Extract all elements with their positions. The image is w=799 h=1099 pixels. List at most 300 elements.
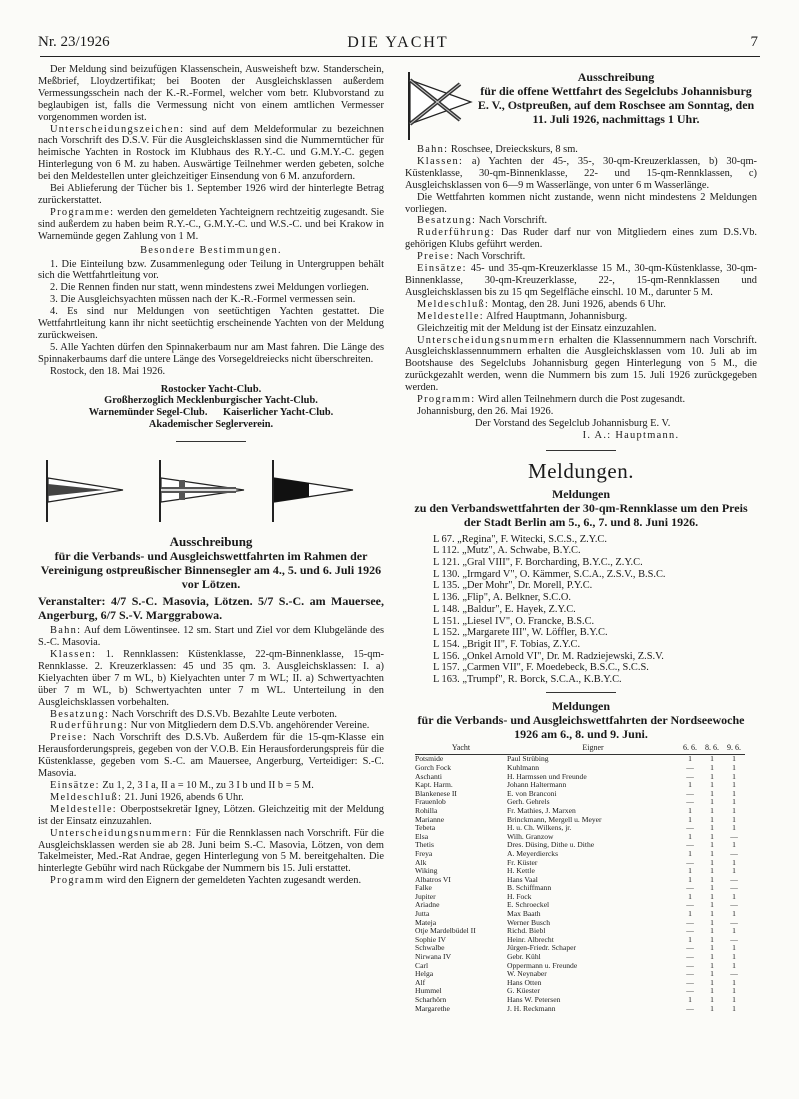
club-name: Großherzoglich Mecklenburgischer Yacht-Club.: [104, 395, 318, 407]
burgee-flag-icon: [405, 70, 475, 140]
entries-table: [415, 744, 745, 1013]
yacht-name: Elsa: [415, 831, 429, 841]
text: werden den gemeldeten Yachteignern rechtzeitig zugesandt. Sie sind außerdem zu haben beim R.Y.-C., G.M.Y.-C. und W.S.-C. und bei Krakow in Warnemünde gegen Zahlung von 1 M.: [38, 206, 384, 242]
table-row: [415, 850, 745, 859]
entry-day2: 1: [710, 831, 714, 841]
lead: Klassen:: [417, 155, 464, 167]
table-row: [415, 970, 745, 979]
lead: Meldeschluß:: [50, 791, 123, 803]
list-item: L 163. „Trumpf", R. Borck, S.C.A., K.B.Y.C.: [433, 674, 622, 686]
yacht-name: Alf: [415, 977, 426, 987]
entry-day1: —: [686, 857, 694, 867]
text: 45- und 35-qm-Kreuzerklasse 15 M., 30-qm-Küstenklasse, 30-qm-Binnenklasse, 30-qm-Kreuzerklasse, 22-, 15-qm-Rennklassen und Ausgleichsklassen bis zu 15 qm Segelfläche einschl. 10 M., darunter 5 M.: [405, 263, 757, 298]
entry-day2: 1: [710, 780, 714, 790]
yacht-name: Frauenlob: [415, 797, 446, 807]
text: Das Ruder darf nur von Mitgliedern eines zum D.S.Vb. gehörigen Klubs geführt werden.: [405, 227, 757, 251]
yacht-name: Rohilla: [415, 805, 438, 815]
table-row: [415, 755, 745, 764]
list-item: L 152. „Margarete III", W. Löffler, B.Y.C.: [433, 627, 608, 639]
entry-day2: 1: [710, 788, 714, 798]
yacht-name: Potsmide: [415, 754, 444, 764]
yacht-name: Ariadne: [415, 900, 440, 910]
list-item: L 157. „Carmen VII", F. Moedebeck, B.S.C., S.C.S.: [433, 662, 649, 674]
left-column: [38, 64, 384, 887]
journal-title: DIE YACHT: [347, 34, 449, 51]
right-column: [405, 64, 757, 1013]
entry-day3: 1: [732, 823, 736, 833]
table-row: [415, 1005, 745, 1014]
entry-day3: 1: [732, 797, 736, 807]
yacht-name: Tebeta: [415, 823, 436, 833]
table-row: [415, 996, 745, 1005]
entry-day3: 1: [732, 814, 736, 824]
paragraph: [38, 780, 384, 792]
entry-day3: 1: [732, 952, 736, 962]
entry-day2: 1: [710, 805, 714, 815]
owner-name: Wilh. Granzow: [507, 831, 554, 841]
lead: Besatzung:: [417, 215, 477, 227]
clubs-block: [38, 384, 384, 432]
yacht-name: Margarethe: [415, 1003, 450, 1013]
list-item: L 135. „Der Mohr", Dr. Morell, P.Y.C.: [433, 580, 593, 592]
entry-day1: —: [686, 969, 694, 979]
owner-name: Max Baath: [507, 909, 541, 919]
entry-day1: —: [686, 797, 694, 807]
list-item: L 130. „Irmgard V", O. Kämmer, S.C.A., Z.S.V., B.S.C.: [433, 568, 666, 580]
text: Nur von Mitgliedern dem D.S.Vb. angehörender Vereine.: [128, 720, 370, 732]
paragraph: [405, 335, 757, 395]
divider: [546, 692, 616, 693]
paragraph: [405, 215, 757, 227]
owner-name: E. Schroeckel: [507, 900, 550, 910]
entries-subtitle: für die Verbands- und Ausgleichswettfahrten der Nordseewoche 1926 am 6., 8. und 9. Juni.: [417, 712, 745, 741]
owner-name: Richd. Biebl: [507, 926, 546, 936]
entry-day2: 1: [710, 952, 714, 962]
entry-day3: 1: [732, 805, 736, 815]
paragraph: [38, 709, 384, 721]
column-header-day3: 9. 6.: [723, 744, 745, 755]
yacht-name: Sophie IV: [415, 934, 447, 944]
table-row: [415, 944, 745, 953]
entry-day3: —: [730, 969, 738, 979]
lead: Meldestelle:: [50, 803, 117, 815]
lead: Programme:: [50, 206, 115, 218]
paragraph: 5. Alle Yachten dürfen den Spinnakerbaum nur am Mast fahren. Die Länge des Spinnakerbaums darf die untere Länge des Vorsegeldreiecks nicht überschreiten.: [38, 341, 384, 365]
entry-day3: 1: [732, 943, 736, 953]
paragraph: [38, 875, 384, 887]
owner-name: H. Harmssen und Freunde: [507, 771, 587, 781]
entry-day1: —: [686, 943, 694, 953]
announcement-subtitle: für die Verbands- und Ausgleichswettfahrten im Rahmen der Vereinigung ostpreußischer Binnensegler am 4., 5. und 6. Juli 1926 vor Lötzen.: [40, 549, 382, 592]
entry-day3: —: [730, 917, 738, 927]
owner-name: Paul Strübing: [507, 754, 549, 764]
header-rule: [40, 56, 760, 57]
owner-name: Hans Otten: [507, 977, 542, 987]
paragraph: [38, 720, 384, 732]
lead: Bahn:: [417, 144, 449, 155]
table-row: [415, 953, 745, 962]
lead: Unterscheidungszeichen:: [50, 123, 185, 135]
text: Nach Vorschrift.: [454, 251, 526, 263]
table-row: [415, 876, 745, 885]
owner-name: J. H. Reckmann: [507, 1003, 556, 1013]
paragraph: Gleichzeitig mit der Meldung ist der Einsatz einzuzahlen.: [417, 322, 657, 334]
owner-name: Heinr. Albrecht: [507, 934, 554, 944]
text: Oberpostsekretär Igney, Lötzen. Gleichzeitig mit der Meldung ist der Einsatz einzuzahlen.: [38, 803, 384, 827]
entry-day3: 1: [732, 840, 736, 850]
announcement-header: [405, 70, 757, 140]
entry-day1: 1: [688, 754, 692, 764]
entry-day1: 1: [688, 891, 692, 901]
yacht-name: Gorch Fock: [415, 762, 452, 772]
announcement-subtitle: für die offene Wettfahrt des Segelclubs Johannisburg E. V., Ostpreußen, auf dem Roschsee am Sonntag, den 11. Juli 1926, nachmittags 1 Uhr.: [477, 84, 755, 126]
lead: Preise:: [417, 251, 455, 263]
yacht-name: Jupiter: [415, 891, 436, 901]
entry-day2: 1: [710, 823, 714, 833]
text: wird den Eignern der gemeldeten Yachten zugesandt werden.: [104, 875, 362, 887]
announcement-title: Ausschreibung: [169, 534, 253, 550]
entry-day2: 1: [710, 909, 714, 919]
lead: Programm:: [417, 394, 476, 406]
owner-name: Johann Haltermann: [507, 780, 567, 790]
entry-day1: —: [686, 977, 694, 987]
yacht-name: Scharhörn: [415, 995, 447, 1005]
list-item: L 67. „Regina", F. Witecki, S.C.S., Z.Y.C.: [433, 533, 607, 545]
entry-day3: 1: [732, 788, 736, 798]
entry-day1: 1: [688, 866, 692, 876]
table-row: [415, 816, 745, 825]
entry-day1: —: [686, 960, 694, 970]
lead: Meldestelle:: [417, 310, 484, 322]
table-row: [415, 910, 745, 919]
pennant-flag-icon: [43, 460, 153, 522]
entry-day1: —: [686, 952, 694, 962]
owner-name: H. Kettle: [507, 866, 535, 876]
paragraph: [405, 227, 757, 251]
column-header-day1: 6. 6.: [679, 744, 701, 755]
lead: Klassen:: [50, 649, 97, 660]
entry-day2: 1: [710, 926, 714, 936]
entry-day1: 1: [688, 814, 692, 824]
lead: Ruderführung:: [417, 227, 496, 239]
text: 1. Rennklassen: Küstenklasse, 22-qm-Binnenklasse, 15-qm-Rennklasse. 2. Kreuzerklassen: 45 und 35 qm. 3. Ausgleichsklassen: I. a) Kielyachten über 7 m WL, b) Kielyachten unter 7 m WL; II. a) Schwertyachten über 7 m WL, b) Schwertyachten unter 7 m WL. Unterteilung in den Ausgleichsklassen vorbehalten.: [38, 649, 384, 708]
paragraph: Bei Ablieferung der Tücher bis 1. September 1926 wird der hinterlegte Betrag zurückerstattet.: [38, 183, 384, 206]
yacht-name: Nirwana IV: [415, 952, 452, 962]
table-row: [415, 790, 745, 799]
paragraph: 1. Die Einteilung bzw. Zusammenlegung oder Teilung in Untergruppen behält sich die Wettfahrtleitung vor.: [38, 258, 384, 282]
list-item: L 112. „Mutz", A. Schwabe, B.Y.C.: [433, 545, 581, 557]
table-row: [415, 773, 745, 782]
entry-day2: 1: [710, 848, 714, 858]
entry-day1: 1: [688, 805, 692, 815]
paragraph: [38, 207, 384, 243]
entry-day2: 1: [710, 977, 714, 987]
entry-day3: 1: [732, 780, 736, 790]
text: Wird allen Teilnehmern durch die Post zugesandt.: [475, 394, 686, 406]
paragraph: [38, 792, 384, 804]
entry-day2: 1: [710, 917, 714, 927]
paragraph: [405, 251, 757, 263]
entry-day1: 1: [688, 995, 692, 1005]
yacht-name: Aschanti: [415, 771, 442, 781]
yacht-name: Kapt. Harm.: [415, 780, 453, 790]
lead: Ruderführung:: [50, 720, 129, 732]
dark-pennant-flag-icon: [269, 460, 379, 522]
entry-day2: 1: [710, 986, 714, 996]
yacht-name: Wiking: [415, 866, 438, 876]
entry-day1: —: [686, 926, 694, 936]
yacht-name: Marianne: [415, 814, 445, 824]
owner-name: Jürgen-Friedr. Schaper: [507, 943, 577, 953]
entry-day2: 1: [710, 934, 714, 944]
section-heading: Besondere Bestimmungen.: [140, 244, 282, 256]
entry-day1: —: [686, 900, 694, 910]
entry-day3: 1: [732, 926, 736, 936]
entry-day2: 1: [710, 883, 714, 893]
entry-day2: 1: [710, 771, 714, 781]
entry-day1: —: [686, 762, 694, 772]
yacht-name: Freya: [415, 848, 433, 858]
entry-day1: 1: [688, 934, 692, 944]
table-row: [415, 841, 745, 850]
club-name: Warnemünder Segel-Club. Kaiserlicher Yacht-Club.: [88, 407, 334, 419]
entry-day2: 1: [710, 900, 714, 910]
entry-day3: —: [730, 831, 738, 841]
entries-title: Meldungen: [551, 486, 610, 501]
entry-day3: 1: [732, 762, 736, 772]
paragraph: Die Wettfahrten kommen nicht zustande, wenn nicht mindestens 2 Meldungen vorliegen.: [405, 191, 757, 215]
lead: Unterscheidungsnummern:: [50, 827, 193, 839]
paragraph: 2. Die Rennen finden nur statt, wenn mindestens zwei Meldungen vorliegen.: [50, 282, 369, 294]
text: Auf dem Löwentinsee. 12 sm. Start und Ziel vor dem Klubgelände des S.-C. Masovia.: [38, 625, 384, 649]
entry-day3: —: [730, 900, 738, 910]
owner-name: Gebr. Kühl: [507, 952, 541, 962]
table-row: [415, 927, 745, 936]
lead: Preise:: [50, 732, 88, 744]
table-row: [415, 781, 745, 790]
paragraph: [405, 156, 757, 192]
entry-day3: —: [730, 883, 738, 893]
paragraph: [405, 394, 757, 406]
entry-day3: —: [730, 874, 738, 884]
yacht-name: Hummel: [415, 986, 442, 996]
issue-number: Nr. 23/1926: [38, 34, 110, 50]
paragraph: [405, 144, 757, 156]
entry-day2: 1: [710, 814, 714, 824]
paragraph: [405, 311, 757, 323]
owner-name: Gerh. Gehrels: [507, 797, 550, 807]
club-name: Rostocker Yacht-Club.: [160, 383, 262, 395]
yacht-name: Albatros VI: [415, 874, 451, 884]
date-line: Johannisburg, den 26. Mai 1926.: [417, 405, 554, 417]
entry-day3: 1: [732, 866, 736, 876]
owner-name: E. von Branconi: [507, 788, 557, 798]
table-row: [415, 936, 745, 945]
divider: [176, 441, 246, 442]
entry-day1: —: [686, 823, 694, 833]
club-name: Akademischer Seglerverein.: [148, 419, 274, 431]
text: Nach Vorschrift des D.S.Vb. Bezahlte Leute verboten.: [109, 708, 338, 720]
text: Nach Vorschrift.: [476, 215, 548, 227]
club-flags: [42, 460, 380, 522]
entry-day2: 1: [710, 969, 714, 979]
paragraph: 4. Es sind nur Meldungen von seetüchtigen Yachten gestattet. Die Wettfahrtleitung kann ihr nicht seetüchtig erscheinende Yachten von der Meldung zurückweisen.: [38, 306, 384, 341]
column-header-day2: 8. 6.: [701, 744, 723, 755]
list-item: L 121. „Gral VIII", F. Borcharding, B.Y.C., Z.Y.C.: [433, 557, 643, 569]
entry-day1: 1: [688, 780, 692, 790]
entry-day3: 1: [732, 960, 736, 970]
entry-day2: 1: [710, 943, 714, 953]
yacht-name: Jutta: [415, 909, 430, 919]
list-item: L 148. „Baldur", E. Hayek, Z.Y.C.: [433, 603, 576, 615]
paragraph: [38, 649, 384, 709]
entry-day1: —: [686, 788, 694, 798]
entry-day3: 1: [732, 857, 736, 867]
entry-day3: 1: [732, 891, 736, 901]
text: 21. Juni 1926, abends 6 Uhr.: [122, 791, 244, 803]
yacht-name: Blankenese II: [415, 788, 457, 798]
entry-day2: 1: [710, 866, 714, 876]
entry-day2: 1: [710, 857, 714, 867]
list-item: L 156. „Onkel Arnold VI", Dr. M. Radziejewski, Z.S.V.: [433, 650, 664, 662]
page-header: [38, 34, 758, 54]
text: Für die Rennklassen nach Vorschrift. Für die Ausgleichsklassen werden sie ab 28. Juni beim S.-C. Masovia, Lötzen, von dem Takelmeister, Med.-Rat Andrae, gegen Hinterlegung von 5 M. bereitgehalten. Die hinterlegte Gebühr wird nach Rückgabe der Nummern bis 15. Juli erstattet.: [38, 827, 384, 875]
owner-name: Oppermann u. Freunde: [507, 960, 578, 970]
table-row: [415, 893, 745, 902]
entry-day3: 1: [732, 909, 736, 919]
paragraph: [38, 732, 384, 780]
list-item: L 151. „Liesel IV", O. Francke, B.S.C.: [433, 615, 595, 627]
entry-day3: 1: [732, 986, 736, 996]
entry-day3: —: [730, 934, 738, 944]
text: Zu 1, 2, 3 I a, II a = 10 M., zu 3 I b und II b = 5 M.: [99, 779, 314, 791]
table-row: [415, 867, 745, 876]
text: Alfred Hauptmann, Johannisburg.: [483, 310, 628, 322]
column-header-owner: Eigner: [507, 744, 679, 755]
date-line: Rostock, den 18. Mai 1926.: [50, 365, 166, 377]
text: erhalten die Klassennummern nach Vorschrift. Ausgleichsklassennummern erhalten die Ausgleichsklassen vom 10. Juli ab im Bootshause des Segelclubs Johannisburg gegen Hinterlegung von 5 M., die zurückgezahlt werden, wenn die Nummern bis zum 15. Juli 1926 zurückgegeben werden.: [405, 334, 757, 394]
yacht-name: Falke: [415, 883, 432, 893]
owner-name: H. u. Ch. Wilkens, jr.: [507, 823, 572, 833]
owner-name: Hans Vaal: [507, 874, 538, 884]
paragraph: [38, 625, 384, 649]
owner-name: Hans W. Petersen: [507, 995, 561, 1005]
entry-day2: 1: [710, 762, 714, 772]
entry-day2: 1: [710, 1003, 714, 1013]
table-row: [415, 824, 745, 833]
entry-day1: —: [686, 771, 694, 781]
entry-day2: 1: [710, 891, 714, 901]
yacht-name: Mateja: [415, 917, 437, 927]
text: a) Yachten der 45-, 35-, 30-qm-Kreuzerklassen, b) 30-qm-Küstenklasse, 30-qm-Binnenklasse, 22- und 15-qm-Rennklassen, c) Ausgleichsklassen von 6—9 m Wasserlänge, von unter 6 m Wasserlänge.: [405, 155, 757, 191]
table-row: [415, 987, 745, 996]
entry-day1: —: [686, 1003, 694, 1013]
table-row: [415, 962, 745, 971]
lead: Einsätze:: [50, 779, 100, 791]
entry-day1: 1: [688, 874, 692, 884]
paragraph: [38, 124, 384, 184]
table-row: [415, 798, 745, 807]
table-row: [415, 901, 745, 910]
list-item: L 154. „Brigit II", F. Tobias, Z.Y.C.: [433, 638, 581, 650]
paragraph: Der Meldung sind beizufügen Klassenschein, Ausweisheft bzw. Standerschein, Meßbrief, Lloydzertifikat; bei Booten der Ausgleichsklassen außerdem Vermessungsschein nach der K.-R.-Formel, welcher vom betr. Klubvorstand zu beglaubigen ist, falls die Vermessung nicht von einem amtlichen Vermesser vorgenommen worden ist.: [38, 64, 384, 123]
list-item: L 136. „Flip", A. Belkner, S.C.O.: [433, 592, 571, 604]
owner-name: Fr. Küster: [507, 857, 538, 867]
owner-name: H. Fock: [507, 891, 532, 901]
signature-line: Der Vorstand des Segelclub Johannisburg E. V.: [475, 417, 671, 429]
owner-name: Werner Busch: [507, 917, 551, 927]
announcement-title: Ausschreibung: [577, 70, 655, 84]
owner-name: Brinckmann, Mergell u. Meyer: [507, 814, 602, 824]
entry-day3: 1: [732, 1003, 736, 1013]
lead: Einsätze:: [417, 263, 467, 275]
lead: Unterscheidungsnummern: [417, 334, 556, 346]
entry-day2: 1: [710, 840, 714, 850]
entry-day1: —: [686, 986, 694, 996]
table-header-row: [415, 744, 745, 755]
owner-name: B. Schiffmann: [507, 883, 552, 893]
entry-day1: 1: [688, 848, 692, 858]
paragraph: [38, 828, 384, 876]
section-title: Meldungen.: [528, 458, 634, 483]
cross-pennant-flag-icon: [156, 460, 266, 522]
entries-subtitle: zu den Verbandswettfahrten der 30-qm-Rennklasse um den Preis der Stadt Berlin am 5., 6., 7. und 8. Juni 1926.: [414, 500, 748, 529]
lead: Programm: [50, 875, 105, 887]
owner-name: Kuhlmann: [507, 762, 540, 772]
text: sind auf dem Meldeformular zu bezeichnen nach Vorschrift des D.S.V. Für die Ausgleichsklassen sind die Nummerntücher für heimische Yachten in Rostock im Klubhaus des R.Y.-C. und G.M.Y.-C. gegen Hinterlegung von 6 M. zu haben. Auswärtige Teilnehmer werden gebeten, solche bei den Meldestellen unter gleichzeitiger Einsendung von 6 M. anzufordern.: [38, 123, 384, 183]
entry-day2: 1: [710, 995, 714, 1005]
yacht-name: Thetis: [415, 840, 434, 850]
yacht-name: Alk: [415, 857, 427, 867]
owner-name: Fr. Mathies, J. Marxen: [507, 805, 576, 815]
lead: Bahn:: [50, 625, 82, 637]
entry-day1: —: [686, 840, 694, 850]
entry-day1: 1: [688, 909, 692, 919]
yacht-name: Helga: [415, 969, 434, 979]
divider: [546, 450, 616, 451]
table-row: [415, 979, 745, 988]
paragraph: [405, 299, 757, 311]
owner-name: A. Meyerdiercks: [507, 848, 559, 858]
owner-name: Dres. Düsing, Dithe u. Dithe: [507, 840, 595, 850]
entry-day1: —: [686, 883, 694, 893]
entry-day2: 1: [710, 754, 714, 764]
entry-day3: 1: [732, 754, 736, 764]
paragraph: [405, 263, 757, 299]
entry-day3: 1: [732, 995, 736, 1005]
signature-name: I. A.: Hauptmann.: [582, 429, 680, 441]
entry-day1: —: [686, 917, 694, 927]
entry-day2: 1: [710, 874, 714, 884]
entry-day2: 1: [710, 797, 714, 807]
entries-list: [433, 534, 757, 686]
lead: Besatzung:: [50, 708, 110, 720]
entry-day1: 1: [688, 831, 692, 841]
paragraph: [38, 804, 384, 828]
entry-day2: 1: [710, 960, 714, 970]
owner-name: W. Neynaber: [507, 969, 547, 979]
text: Nach Vorschrift des D.S.Vb. Außerdem für die 15-qm-Klasse ein Herausforderungspreis, gegeben von der V.O.B. Ein Herausforderungspreis für die Küstenklasse, gegeben vom S.-C. am Mauersee, Angerburg, Verteidiger: S.-C. Masovia.: [38, 732, 384, 780]
lead: Meldeschluß:: [417, 298, 490, 310]
organizer-line: Veranstalter: 4/7 S.-C. Masovia, Lötzen. 5/7 S.-C. am Mauersee, Angerburg, 6/7 S.-V. Marggrabowa.: [38, 594, 384, 623]
yacht-name: Carl: [415, 960, 429, 970]
paragraph: 3. Die Ausgleichsyachten müssen nach der K.-R.-Formel vermessen sein.: [50, 294, 356, 306]
entries-title: Meldungen: [551, 698, 610, 713]
page-number: 7: [750, 34, 758, 50]
yacht-name: Schwalbe: [415, 943, 445, 953]
text: Montag, den 28. Juni 1926, abends 6 Uhr.: [489, 298, 666, 310]
owner-name: G. Küester: [507, 986, 540, 996]
